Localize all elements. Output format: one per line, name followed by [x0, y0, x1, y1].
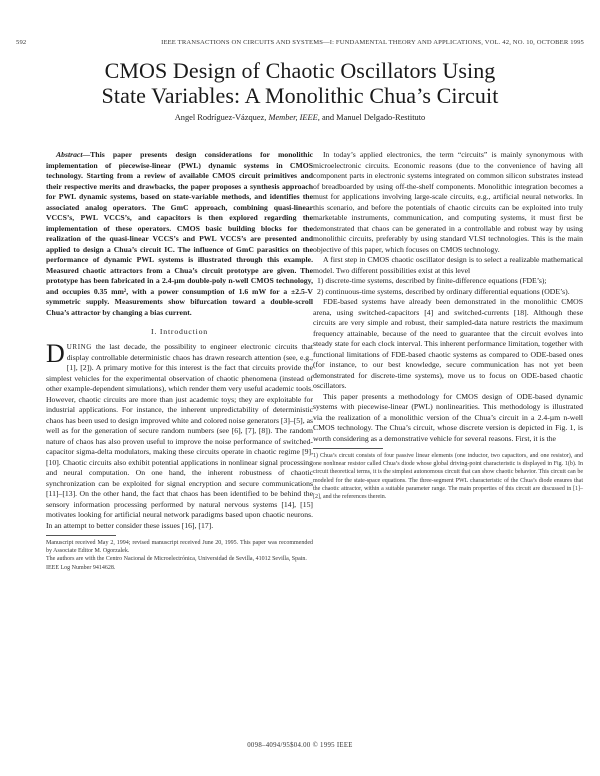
footnote-affiliation: The authors are with the Centro Nacional de Microelectrónica, Universidad de Sevilla, 41012 Sevilla, Spain. [46, 556, 307, 563]
intro-text: the last decade, the possibility to engineer electronic circuits that display controllable deterministic chaos has drawn research attention (see, e.g., [1], [2]). A primary motive for this interest is the fact that circuits provide the simplest vehicles for the experimental observation of chaotic phenomena (instead of other example-dependent simulations), which render them very useful academic tools. However, chaotic circuits are more than just academic toys; they are exploitable for industrial applications. For instance, the inherent unpredictability of deterministic chaos has been used to design improved white and colored noise generators [3]–[5], as well as for the generation of secure random numbers (see [6], [7], [8]). The random nature of chaos has also proven useful to improve the noise performance of switched-capacitor sigma-delta modulators, making these circuits operate in chaotic regime [9], [10]. Chaotic circuits also exhibit potential applications in nonlinear signal processing and neural computation. On one hand, the inherent robustness of chaotic synchronization can be exploited for signal encryption and secure communications [11]–[13]. On the other hand, the fact that chaos has been identified to be behind the sensory information processing performed by natural nervous systems [14], [15] motivates looking for artificial neural network paradigms based upon chaotic neurons. In an attempt to better consider these issues [16], [17]. [46, 342, 313, 530]
drop-cap: D [46, 339, 65, 368]
title-line-1: CMOS Design of Chaotic Oscillators Using [104, 58, 496, 83]
right-paragraph-4: This paper presents a methodology for CMOS design of ODE-based dynamic systems with piecewise-linear (PWL) nonlinearities. This methodology is illustrated via the realization of a monolithic version of the Chua’s circuit in a 2.4-µm n-well CMOS technology. The Chua’s circuit, whose discrete version is depicted in Fig. 1, is worth considering as a demonstrative vehicle for several reasons. First, it is the [313, 391, 583, 443]
right-footnote: 1) Chua’s circuit consists of four passive linear elements (one inductor, two capacitors, and one resistor), and one nonlinear resistor called Chua’s diode whose global driving-point characteristic is displayed in Fig. 1(b). In circuit theoretical terms, it is the simplest autonomous circuit that can show chaotic behavior. This circuit can be modeled for the state-space equations. The three-segment PWL characteristic of the Chua’s diode ensures that the chaotic attractor, within a suitable parameter range. The main properties of this circuit are discussed in [1]–[2], and the references therein. [313, 453, 583, 501]
paper-title [20, 58, 580, 108]
section-heading-introduction: I. Introduction [150, 327, 209, 336]
list-item-2: 2) continuous-time systems, described by ordinary differential equations (ODE’s). [317, 286, 570, 296]
abstract-text: This paper presents design considerations for monolithic implementation of piecewise-linear (PWL) dynamic systems in CMOS technology. Starting from a review of available CMOS circuit primitives and their respective merits and drawbacks, the paper proposes a synthesis approach for PWL dynamic systems, based on state-variable methods, and identifies the associated analog operators. The GmC approach, combining quasi-linear VCCS’s, PWL VCCS’s, and capacitors is then explored regarding the implementation of these operators. CMOS basic building blocks for the realization of the quasi-linear VCCS’s and PWL VCCS’s are presented and applied to design a Chua’s circuit IC. The influence of GmC parasitics on the performance of dynamic PWL systems is illustrated through this example. Measured chaotic attractors from a Chua’s circuit prototype are given. The prototype has been fabricated in a 2.4-µm double-poly n-well CMOS technology, and occupies 0.35 mm², with a power consumption of 1.6 mW for a ±2.5-V symmetric supply. Measurements show bifurcation toward a double-scroll Chua’s attractor by changing a bias current. [46, 150, 313, 317]
intro-paragraph [46, 339, 313, 531]
right-paragraph-1: In today’s applied electronics, the term “circuits” is mainly synonymous with microelectronic circuits. Economic reasons (due to the convenience of having all component parts in electronic systems integrated on common silicon substrates instead of breadboarded by using off-the-shelf components. Monolithic integration becomes a must for applications involving large-scale circuits, e.g., artificial neural networks. In this scenario, and before the potentials of chaotic circuits can be exploited into truly marketable instruments, communication, and computing systems, it must first be demonstrated that chaos can be generated in a controllable and robust way by using monolithic circuits, preferably by using standard VLSI technologies. This is the main objective of this paper, which focuses on CMOS technology. [313, 150, 583, 254]
right-paragraph-3: FDE-based systems have already been demonstrated in the monolithic CMOS arena, using switched-capacitors [4] and switched-currents [18]. Although these circuits are very simple and robust, their sampled-data nature restricts the maximum frequency attainable, because of the need to guarantee that the circuit evolves into steady state for each clock interval. This inherent performance limitation, together with functional limitations of FDE-based chaotic systems as compared to ODE-based ones (for instance, to our best knowledge, secure communication has not yet been demonstrated for discrete-time systems), move us to focus on ODE-based chaotic oscillators. [313, 297, 583, 390]
abstract [46, 150, 313, 318]
list-item-1: 1) discrete-time systems, described by finite-difference equations (FDE’s); [317, 276, 547, 285]
right-paragraph-2: A first step in CMOS chaotic oscillator design is to select a realizable mathematical model. Two different possibilities exist at this level [313, 255, 583, 275]
journal-name: IEEE TRANSACTIONS ON CIRCUITS AND SYSTEMS—I: FUNDAMENTAL THEORY AND APPLICATIONS, VOL. 42, NO. 10, OCTOBER 1995 [161, 39, 584, 46]
abstract-label: Abstract— [56, 150, 91, 159]
footnote-rule [46, 535, 116, 536]
lead-word: URING [66, 343, 92, 351]
title-line-2: State Variables: A Monolithic Chua’s Circuit [101, 83, 499, 108]
footnote-received: Manuscript received May 2, 1994; revised manuscript received June 20, 1995. This paper was recommended by Associate Editor M. Ogorzalek. [46, 540, 313, 555]
author-line [20, 112, 580, 123]
copyright-line: 0098–4094/95$04.00 © 1995 IEEE [247, 742, 353, 749]
page-number: 592 [16, 39, 27, 46]
right-footnote-rule [313, 448, 383, 449]
author-prefix: Angel Rodríguez-Vázquez, [174, 113, 267, 122]
author-suffix: and Manuel Delgado-Restituto [321, 113, 426, 122]
left-column [46, 150, 313, 572]
author-membership: Member, IEEE, [268, 113, 320, 122]
right-column [313, 150, 583, 501]
running-header [16, 38, 584, 48]
footnote-ieee-log: IEEE Log Number 9414628. [46, 564, 116, 571]
